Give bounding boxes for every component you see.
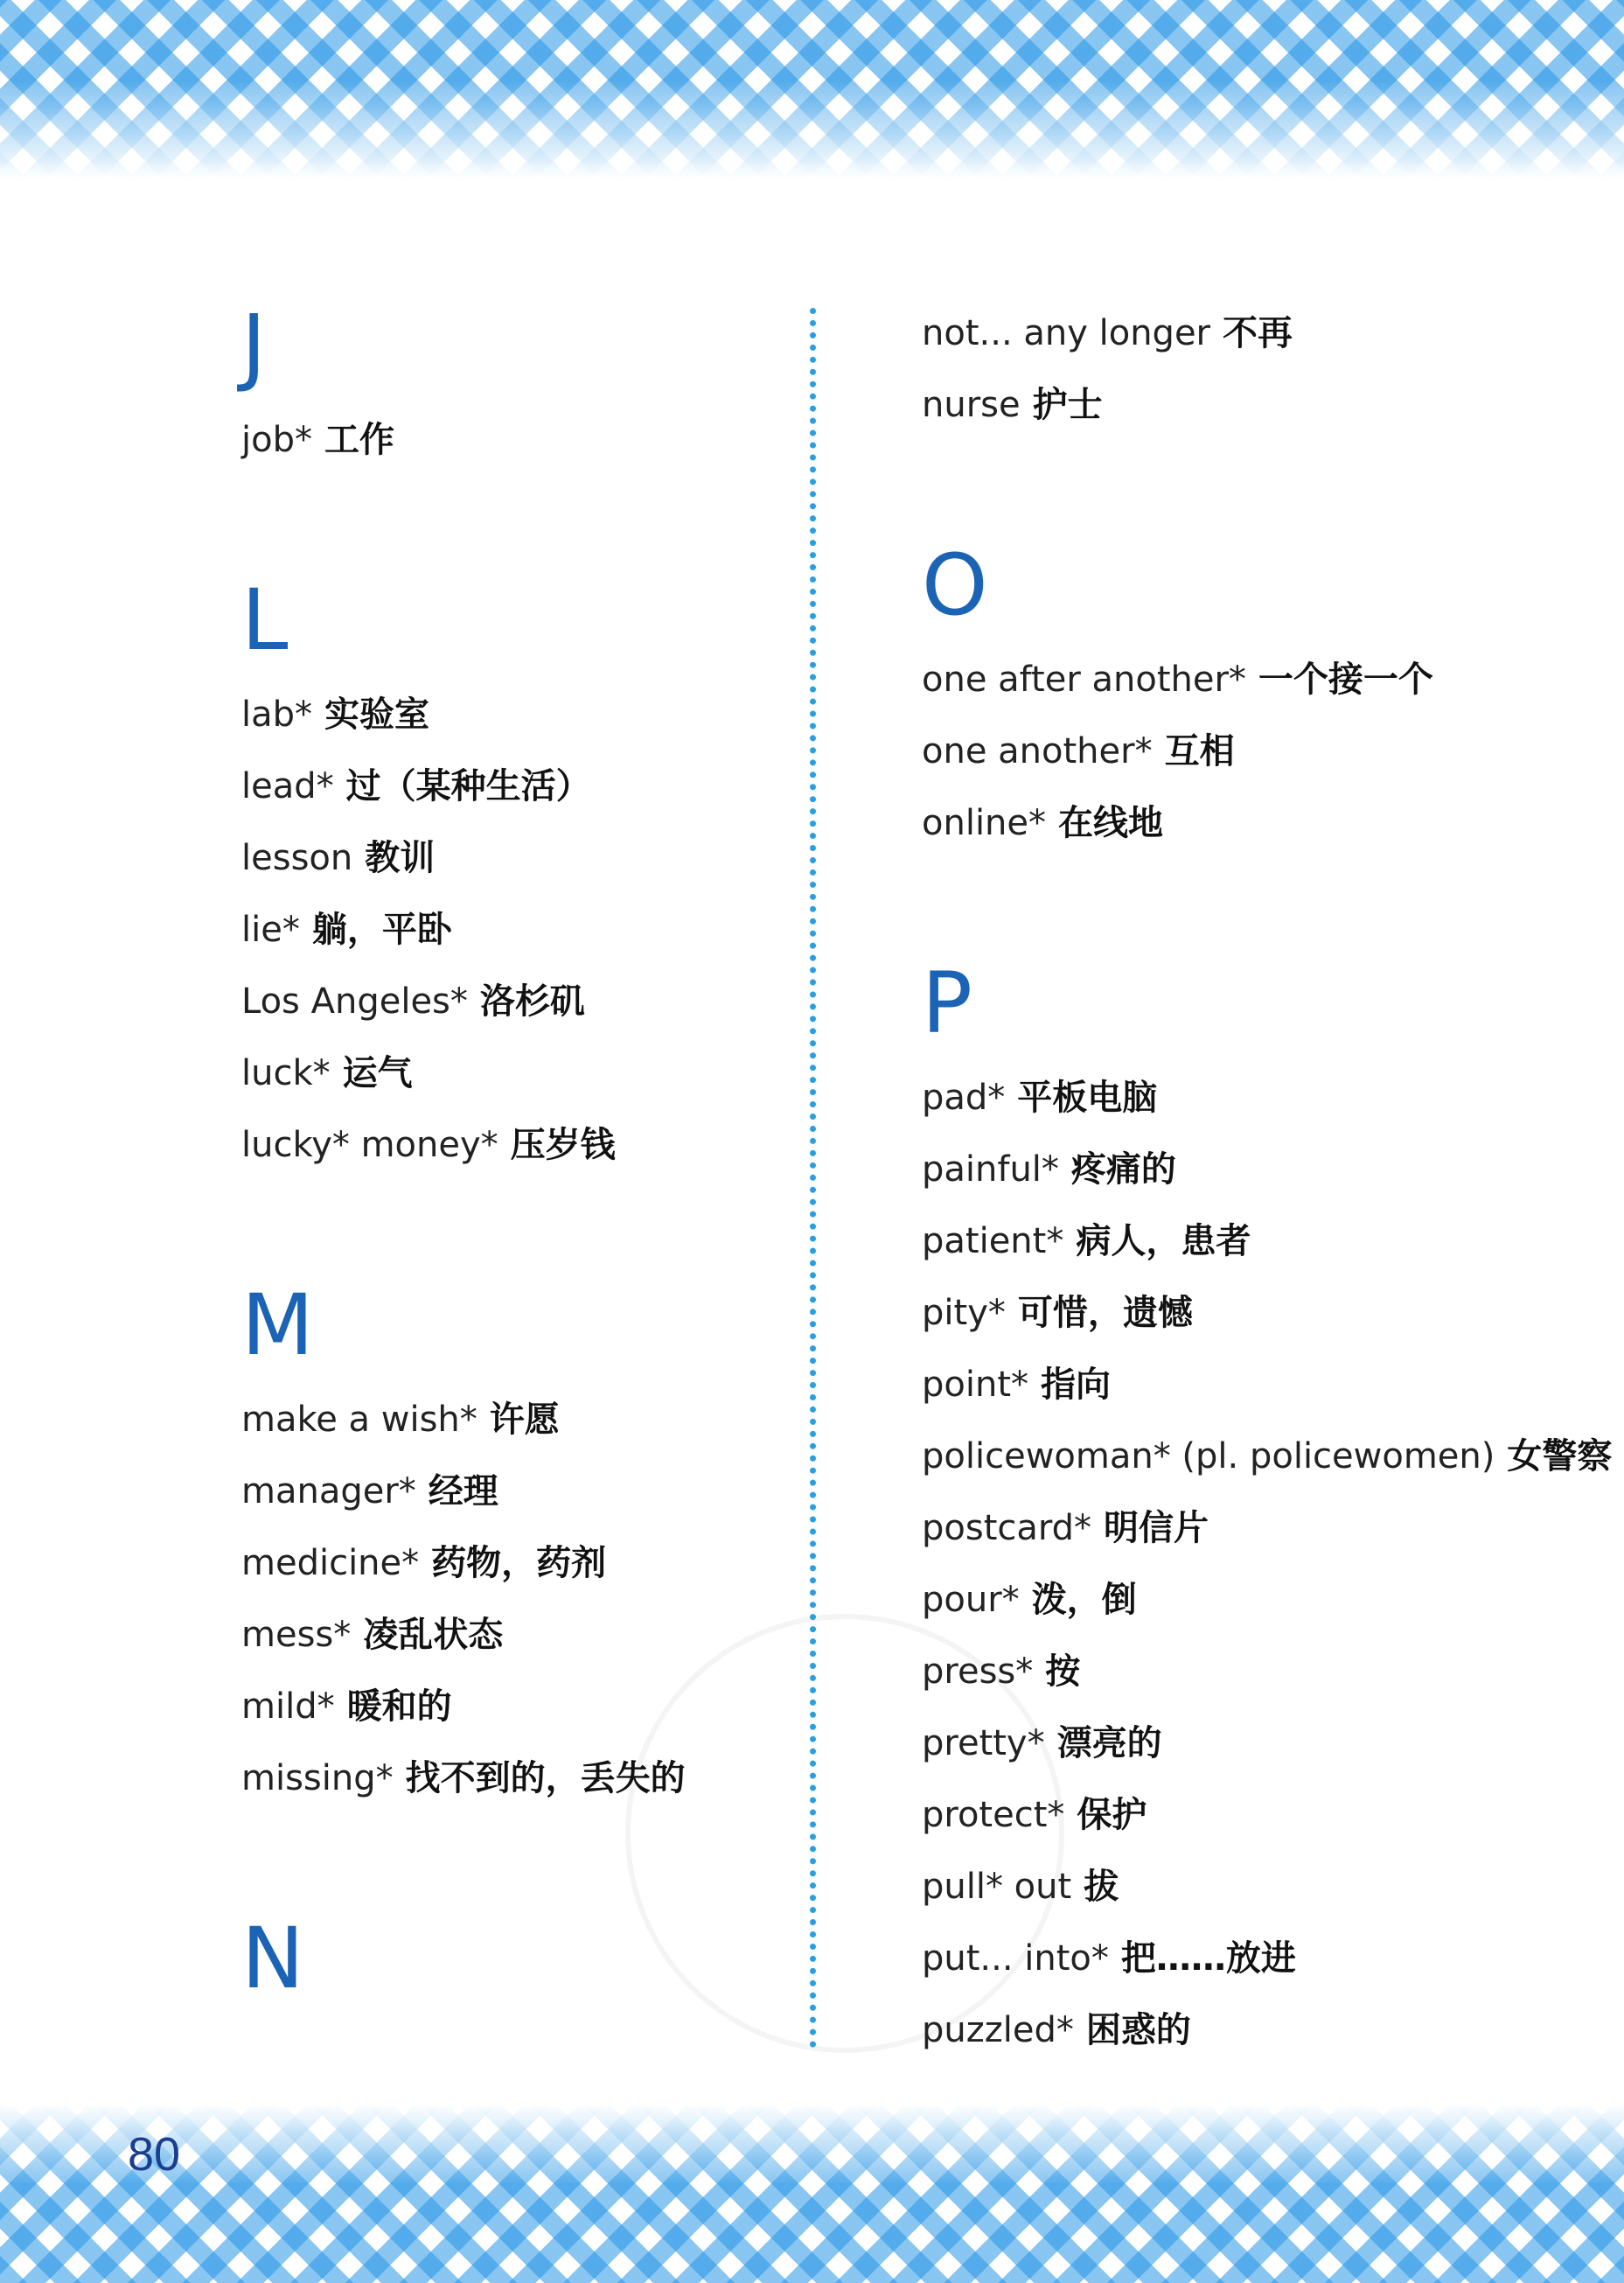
vocab-translation: 互相 — [1164, 731, 1235, 771]
vocab-entry — [922, 1421, 1621, 1492]
vocab-entry — [922, 787, 1621, 859]
vocab-entry — [922, 1851, 1621, 1923]
vocab-word: lie* — [241, 910, 300, 950]
vocab-word: painful* — [922, 1149, 1059, 1190]
vocab-entry — [241, 1109, 941, 1181]
vocab-translation: 运气 — [342, 1053, 413, 1093]
vocab-translation: 暖和的 — [346, 1686, 452, 1727]
vocab-entry — [241, 679, 941, 751]
vocab-word: nurse — [922, 385, 1021, 425]
vocab-entry — [922, 1636, 1621, 1707]
vocab-word: not... any longer — [922, 313, 1210, 353]
section-letter: P — [922, 954, 972, 1052]
vocab-word: policewoman* (pl. policewomen) — [922, 1436, 1495, 1477]
vocab-word: press* — [922, 1651, 1034, 1692]
vocab-entry — [922, 1134, 1621, 1205]
letter-section — [241, 572, 941, 1181]
vocab-word: lucky* money* — [241, 1125, 498, 1165]
vocab-word: luck* — [241, 1053, 331, 1093]
vocab-entry — [241, 1384, 941, 1456]
vocab-translation: 拔 — [1084, 1867, 1119, 1907]
vocab-translation: 明信片 — [1104, 1508, 1209, 1548]
vocab-entry — [241, 1671, 941, 1742]
section-letter: M — [241, 1276, 314, 1374]
vocab-word: postcard* — [922, 1508, 1092, 1548]
vocab-word: point* — [922, 1365, 1029, 1405]
vocab-entry — [241, 751, 941, 822]
vocab-entry — [241, 894, 941, 966]
vocab-translation: 过（某种生活） — [345, 766, 591, 806]
letter-section — [241, 1277, 941, 1814]
vocab-translation: 药物，药剂 — [431, 1543, 607, 1583]
vocab-translation: 压岁钱 — [510, 1125, 616, 1165]
vocab-word: pity* — [922, 1293, 1006, 1333]
vocab-word: patient* — [922, 1221, 1064, 1261]
vocab-word: pull* out — [922, 1867, 1072, 1907]
vocab-entry — [922, 1779, 1621, 1851]
vocab-entry — [922, 297, 1621, 369]
vocab-entry — [241, 1527, 941, 1599]
vocab-translation: 洛杉矶 — [479, 981, 585, 1022]
vocab-entry — [241, 1456, 941, 1527]
vocab-entry — [922, 1277, 1621, 1349]
vocab-word: pad* — [922, 1078, 1006, 1118]
vocab-word: mild* — [241, 1686, 335, 1727]
vocab-translation: 凌乱状态 — [363, 1615, 504, 1655]
vocab-translation: 护士 — [1032, 385, 1103, 425]
section-letter: L — [241, 571, 289, 669]
vocab-translation: 疼痛的 — [1070, 1149, 1176, 1190]
vocab-translation: 泼，倒 — [1031, 1580, 1137, 1620]
section-letter: J — [241, 297, 267, 394]
vocab-translation: 漂亮的 — [1056, 1723, 1162, 1763]
vocab-translation: 找不到的，丢失的 — [405, 1758, 686, 1798]
vocab-entry — [241, 1037, 941, 1109]
left-column — [241, 297, 941, 2103]
right-column — [922, 297, 1621, 2162]
vocab-translation: 把……放进 — [1120, 1938, 1296, 1979]
vocab-entry — [922, 644, 1621, 716]
vocab-entry — [922, 1492, 1621, 1564]
vocab-word: one another* — [922, 731, 1153, 771]
vocab-entry — [922, 369, 1621, 441]
vocab-word: lead* — [241, 766, 334, 806]
letter-section — [241, 1910, 941, 2007]
vocab-translation: 平板电脑 — [1017, 1078, 1158, 1118]
letter-section — [241, 297, 941, 476]
vocab-word: protect* — [922, 1795, 1065, 1835]
vocab-entry — [922, 1349, 1621, 1421]
vocab-word: make a wish* — [241, 1400, 477, 1440]
vocab-entry — [922, 1062, 1621, 1134]
vocab-entry — [922, 1994, 1621, 2066]
vocab-translation: 教训 — [365, 838, 436, 878]
section-letter: N — [241, 1909, 304, 2007]
vocab-translation: 病人，患者 — [1076, 1221, 1251, 1261]
vocab-word: Los Angeles* — [241, 981, 468, 1022]
vocab-translation: 躺，平卧 — [311, 910, 452, 950]
vocab-word: job* — [241, 420, 312, 460]
vocab-entry — [241, 404, 941, 476]
letter-section — [922, 955, 1621, 2066]
top-gingham-border — [0, 0, 1624, 179]
vocab-word: lab* — [241, 695, 313, 735]
vocab-entry — [241, 1599, 941, 1671]
vocab-translation: 保护 — [1077, 1795, 1147, 1835]
vocab-translation: 按 — [1045, 1651, 1081, 1692]
vocab-word: pour* — [922, 1580, 1020, 1620]
vocab-translation: 许愿 — [489, 1400, 560, 1440]
vocab-entry — [241, 1742, 941, 1814]
vocab-word: manager* — [241, 1471, 416, 1512]
vocab-word: put... into* — [922, 1938, 1109, 1979]
letter-section — [922, 297, 1621, 441]
vocab-word: online* — [922, 803, 1047, 843]
vocab-word: mess* — [241, 1615, 352, 1655]
vocab-word: missing* — [241, 1758, 394, 1798]
vocab-word: one after another* — [922, 660, 1246, 700]
vocab-word: medicine* — [241, 1543, 420, 1583]
vocab-entry — [922, 1707, 1621, 1779]
vocab-translation: 实验室 — [324, 695, 430, 735]
vocab-translation: 不再 — [1223, 313, 1293, 353]
vocab-translation: 可惜，遗憾 — [1017, 1293, 1193, 1333]
vocab-translation: 困惑的 — [1085, 2010, 1191, 2050]
vocab-entry — [922, 1564, 1621, 1636]
letter-section — [922, 537, 1621, 859]
vocab-entry — [922, 1205, 1621, 1277]
vocab-translation: 工作 — [324, 420, 394, 460]
vocab-translation: 一个接一个 — [1258, 660, 1433, 700]
section-letter: O — [922, 536, 988, 634]
vocab-translation: 经理 — [428, 1471, 498, 1512]
vocab-word: lesson — [241, 838, 353, 878]
vocab-word: pretty* — [922, 1723, 1045, 1763]
vocab-entry — [922, 716, 1621, 787]
vocab-entry — [922, 1923, 1621, 1994]
vocab-entry — [241, 966, 941, 1037]
vocab-translation: 在线地 — [1058, 803, 1164, 843]
vocab-entry — [241, 822, 941, 894]
vocab-translation: 女警察 — [1507, 1436, 1613, 1477]
vocab-translation: 指向 — [1041, 1365, 1112, 1405]
vocab-word: puzzled* — [922, 2010, 1074, 2050]
page-number: 80 — [128, 2128, 181, 2181]
